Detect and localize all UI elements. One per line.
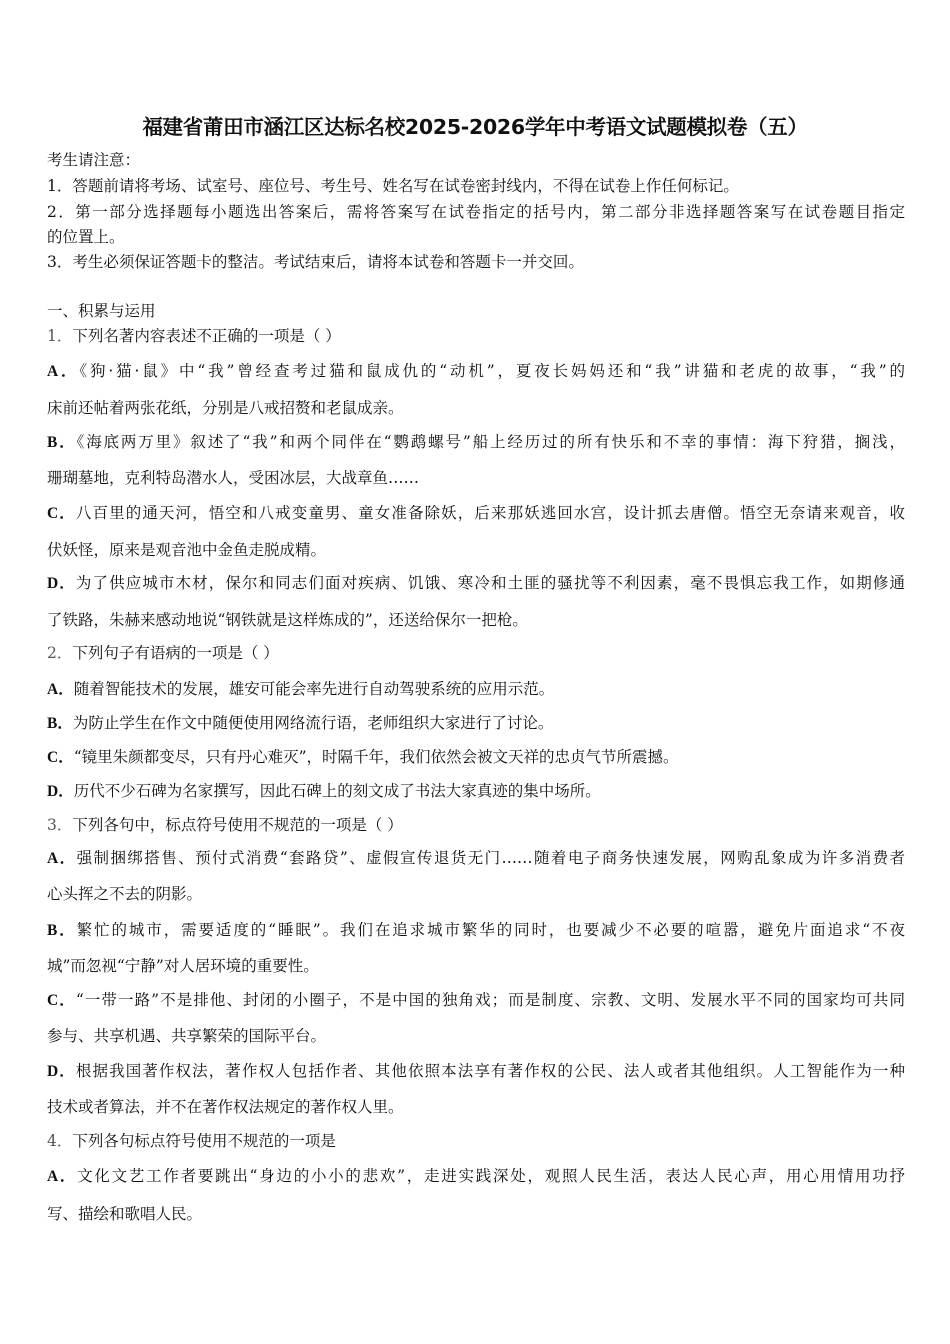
notice-line [47,202,905,222]
option-label: A． [47,850,77,867]
option-line [47,503,905,524]
option-text: 随着智能技术的发展，雄安可能会率先进行自动驾驶系统的应用示范。 [73,680,555,698]
option-label: C． [47,505,76,522]
option-line [47,573,905,594]
option-line [47,432,905,453]
question-stem [47,1131,905,1151]
option-text: 《狗·猫·鼠》中“我”曾经查考过猫和鼠成仇的“动机”，夏夜长妈妈还和“我”讲猫和老虎的故事，“我”的 [79,362,906,380]
option-line [47,781,905,802]
option-text: “一带一路”不是排他、封闭的小圈子，不是中国的独角戏；而是制度、宗教、文明、发展水平不同的国家均可共同 [75,991,905,1009]
option-line [47,398,905,418]
option-line [47,610,905,630]
notice-line [47,176,905,196]
option-label: D． [47,575,76,592]
question-stem-text: 下列各句标点符号使用不规范的一项是 [72,1132,336,1150]
question-stem [47,643,905,663]
notice-heading-text: 考生请注意： [47,151,141,169]
option-line [47,1026,905,1046]
option-text: 历代不少石碑为名家撰写，因此石碑上的刻文成了书法大家真迹的集中场所。 [73,782,601,800]
option-label: B． [47,715,73,732]
option-text: 城”而忽视“宁静”对人居环境的重要性。 [47,957,319,975]
option-label: D． [47,1063,76,1080]
option-line [47,884,905,904]
notice-heading [47,150,905,170]
question-stem-text: 下列各句中，标点符号使用不规范的一项是（ ） [72,816,403,834]
document-title: 福建省莆田市涵江区达标名校2025-2026学年中考语文试题模拟卷（五） [142,115,808,139]
option-line [47,1097,905,1117]
section-heading [47,301,905,321]
question-number: 2． [47,644,73,662]
notice-line-text: 2．第一部分选择题每小题选出答案后，需将答案写在试卷指定的括号内，第二部分非选择题答案写在试卷题目指定 [47,203,905,221]
option-line [47,361,905,382]
notice-line [47,227,905,247]
section-heading-text: 一、积累与运用 [47,302,156,320]
option-text: 伏妖怪，原来是观音池中金鱼走脱成精。 [47,541,327,559]
option-label: B． [47,434,77,451]
option-text: 《海底两万里》叙述了“我”和两个同伴在“鹦鹉螺号”船上经历过的所有快乐和不幸的事情：海下狩猎，搁浅， [76,433,905,451]
option-text: “镜里朱颜都变尽，只有丹心难灭”，时隔千年，我们依然会被文天祥的忠贞气节所震撼。 [73,748,679,766]
option-line [47,848,905,869]
option-text: 根据我国著作权法，著作权人包括作者、其他依照本法享有著作权的公民、法人或者其他组织。人工智能作为一种 [75,1062,905,1080]
notice-line [47,252,905,272]
option-text: 写、描绘和歌唱人民。 [47,1205,203,1223]
option-text: 技术或者算法，并不在著作权法规定的著作权人里。 [47,1098,404,1116]
option-line [47,1204,905,1224]
option-text: 了铁路，朱赫来感动地说“钢铁就是这样炼成的”，还送给保尔一把枪。 [47,611,528,629]
option-label: B． [47,922,77,939]
question-stem [47,815,905,835]
notice-line-text: 1．答题前请将考场、试室号、座位号、考生号、姓名写在试卷密封线内，不得在试卷上作任何标记。 [47,177,739,195]
option-text: 强制捆绑搭售、预付式消费“套路贷”、虚假宣传退货无门……随着电子商务快速发展，网购乱象成为许多消费者 [76,849,905,867]
option-text: 参与、共享机遇、共享繁荣的国际平台。 [47,1027,327,1045]
question-stem [47,326,905,346]
option-text: 为防止学生在作文中随便使用网络流行语，老师组织大家进行了讨论。 [72,714,554,732]
option-label: D． [47,783,74,800]
option-label: A． [47,1168,78,1185]
option-text: 心头挥之不去的阴影。 [47,885,203,903]
option-line [47,990,905,1011]
option-line [47,920,905,941]
option-text: 繁忙的城市，需要适度的“睡眠”。我们在追求城市繁华的同时，也要减少不必要的喧嚣，避免片面追求“不夜 [76,921,905,939]
question-number: 4． [47,1132,73,1150]
option-line [47,1166,905,1187]
question-number: 3． [47,816,73,834]
option-line [47,713,905,734]
question-stem-text: 下列句子有语病的一项是（ ） [72,644,279,662]
option-line [47,468,905,488]
notice-line-text: 的位置上。 [47,228,125,246]
question-number: 1． [47,327,73,345]
notice-line-text: 3．考生必须保证答题卡的整洁。考试结束后，请将本试卷和答题卡一并交回。 [47,253,584,271]
option-text: 床前还帖着两张花纸，分别是八戒招赘和老鼠成亲。 [47,399,404,417]
option-text: 为了供应城市木材，保尔和同志们面对疾病、饥饿、寒冷和土匪的骚扰等不利因素，毫不畏惧忘我工作，如期修通 [75,574,905,592]
option-line [47,956,905,976]
question-stem-text: 下列名著内容表述不正确的一项是（ ） [72,327,341,345]
option-line [47,1061,905,1082]
option-line [47,540,905,560]
option-text: 八百里的通天河，悟空和八戒变童男、童女准备除妖，后来那妖逃回水宫，设计抓去唐僧。悟空无奈请来观音，收 [75,504,905,522]
option-label: C． [47,749,74,766]
option-label: A． [47,363,80,380]
option-text: 珊瑚墓地，克利特岛潜水人，受困冰层，大战章鱼…… [47,469,420,487]
option-label: C． [47,992,76,1009]
option-label: A． [47,681,74,698]
option-line [47,747,905,768]
option-line [47,679,905,700]
option-text: 文化文艺工作者要跳出“身边的小小的悲欢”，走进实践深处，观照人民生活，表达人民心声，用心用情用功抒 [77,1167,905,1185]
